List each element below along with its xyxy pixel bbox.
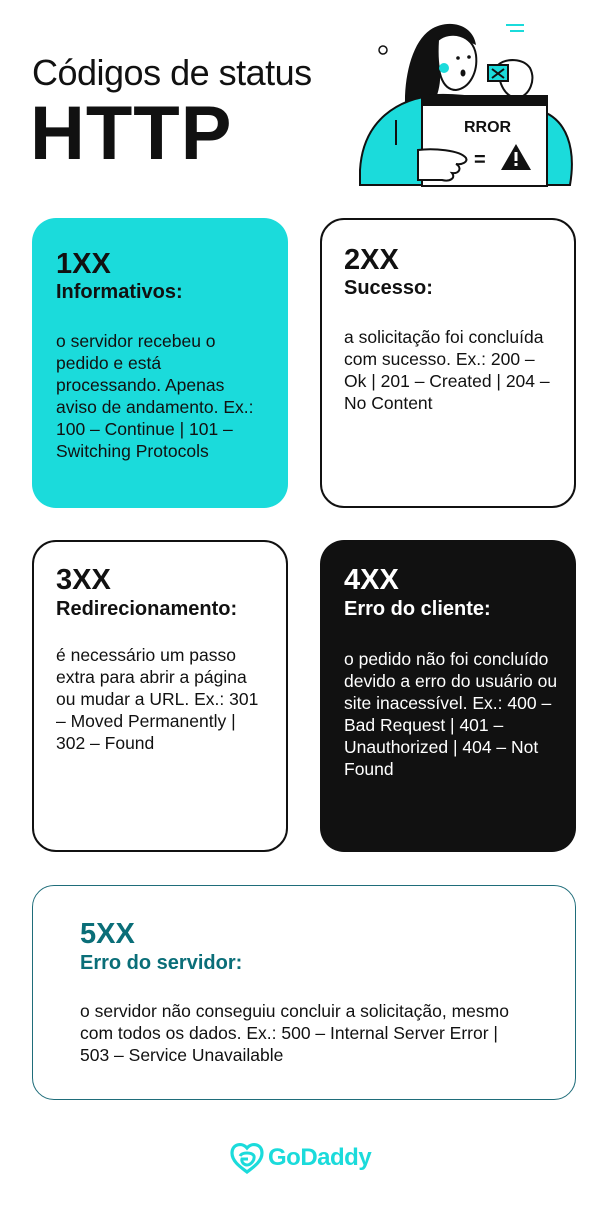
card-3xx	[32, 540, 288, 852]
card-code: 1XX	[56, 248, 111, 280]
card-2xx	[320, 218, 576, 508]
godaddy-heart-icon	[230, 1142, 264, 1174]
card-description: o servidor não conseguiu concluir a solicitação, mesmo com todos os dados. Ex.: 500 – Internal Server Error | 503 – Service Unavailable	[80, 1001, 509, 1065]
card-code: 4XX	[344, 564, 399, 596]
page-title: HTTP	[30, 91, 233, 176]
card-1xx	[32, 218, 288, 508]
card-heading: Sucesso:	[344, 277, 433, 299]
card-code: 3XX	[56, 564, 111, 596]
window-error-text: RROR	[464, 119, 512, 136]
card-heading: Erro do servidor:	[80, 952, 243, 974]
card-description: o pedido não foi concluído devido a erro do usuário ou site inacessível. Ex.: 400 – Bad Request | 401 – Unauthorized | 404 – Not Found	[344, 649, 558, 779]
card-description: a solicitação foi concluída com sucesso. Ex.: 200 – Ok | 201 – Created | 204 – No Content	[344, 327, 550, 413]
godaddy-logo	[230, 1140, 380, 1176]
card-description: é necessário um passo extra para abrir a página ou mudar a URL. Ex.: 301 – Moved Permanently | 302 – Found	[56, 645, 259, 753]
card-4xx	[320, 540, 576, 852]
brand-name: GoDaddy	[268, 1144, 372, 1171]
card-heading: Informativos:	[56, 281, 183, 303]
window-equals-symbol: =	[474, 149, 486, 171]
card-heading: Redirecionamento:	[56, 598, 238, 620]
page-subtitle: Códigos de status	[32, 52, 312, 93]
card-heading: Erro do cliente:	[344, 598, 491, 620]
card-code: 5XX	[80, 918, 135, 950]
card-code: 2XX	[344, 244, 399, 276]
card-description: o servidor recebeu o pedido e está processando. Apenas aviso de andamento. Ex.: 100 – Continue | 101 – Switching Protocols	[56, 331, 254, 461]
error-illustration	[338, 10, 588, 195]
card-5xx	[32, 885, 576, 1100]
